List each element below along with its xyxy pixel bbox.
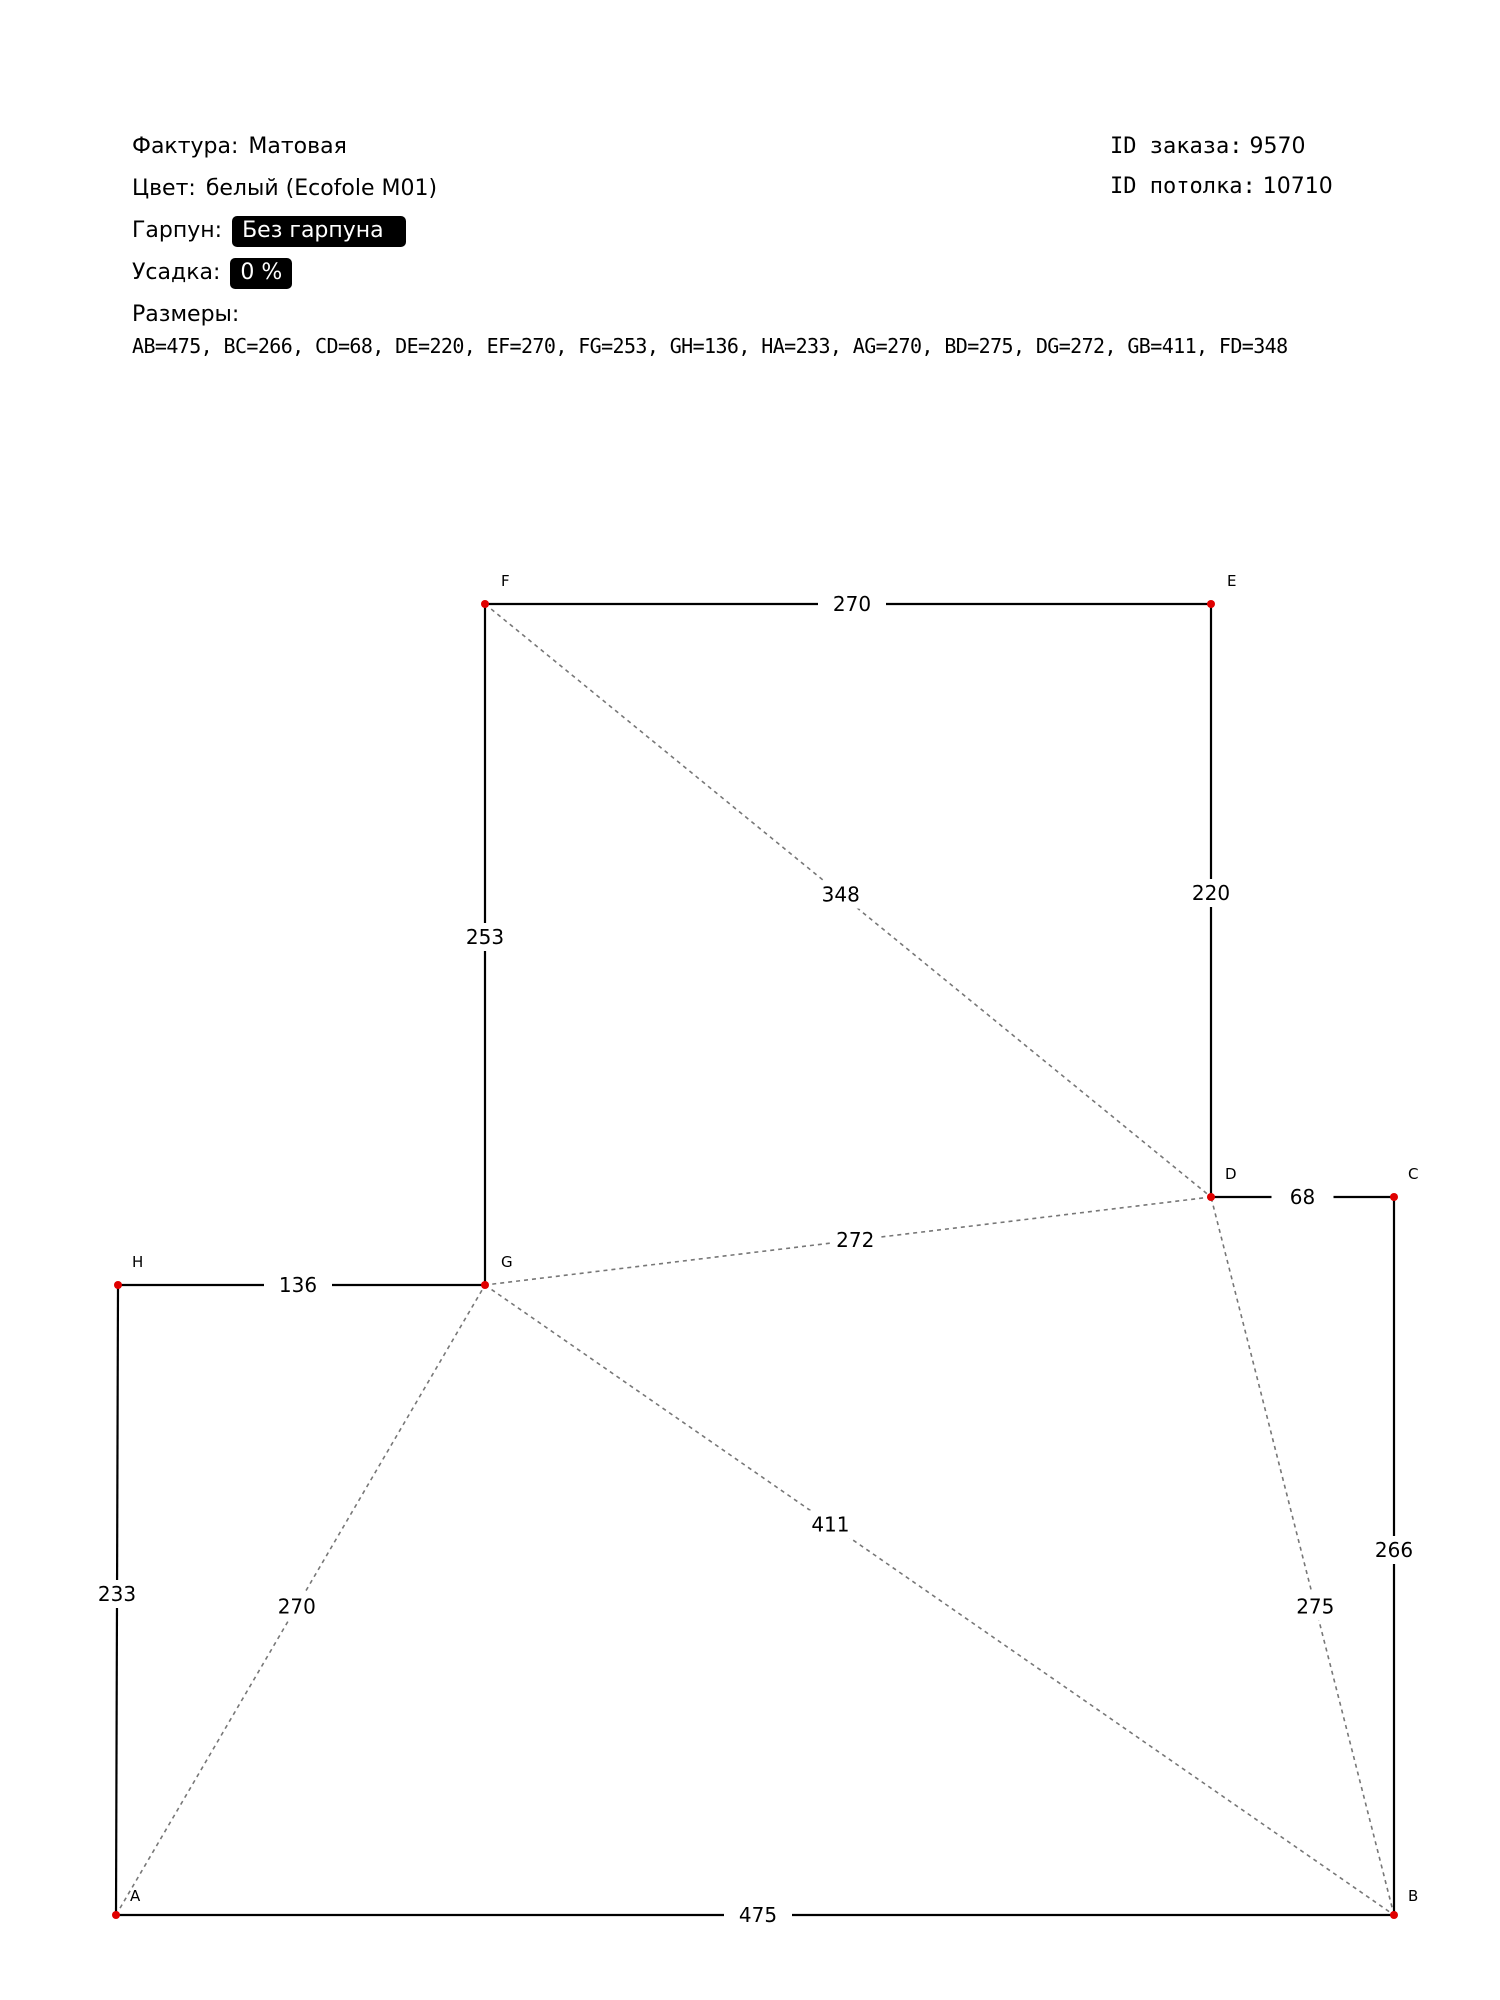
ceiling-id-label: ID потолка: (1110, 173, 1256, 199)
vertex-C (1390, 1193, 1398, 1201)
wall-length-GH: 136 (278, 1273, 318, 1297)
sizes-label: Размеры: (132, 302, 240, 327)
color-label: Цвет: (132, 176, 196, 201)
diagonal-length-GB-group (807, 1510, 853, 1538)
ceiling-id-value: 10710 (1262, 173, 1333, 199)
vertex-label-F: F (501, 572, 510, 590)
vertex-label-D: D (1225, 1165, 1237, 1183)
harpoon-label: Гарпун: (132, 218, 223, 243)
sizes-list: AB=475, BC=266, CD=68, DE=220, EF=270, FG=253, GH=136, HA=233, AG=270, BD=275, DG=272, GB=411, FD=348 (132, 334, 1288, 358)
wall-length-EF-group (818, 590, 886, 618)
vertex-label-G: G (501, 1253, 513, 1271)
wall-length-AB: 475 (738, 1903, 778, 1927)
shrink-label: Усадка: (132, 260, 221, 285)
diagonals-layer (116, 604, 1394, 1915)
texture-value: Матовая (248, 134, 347, 159)
wall-length-CD-group (1272, 1183, 1334, 1211)
diagonal-length-FD-group (818, 881, 864, 909)
vertex-B (1390, 1911, 1398, 1919)
color-value: белый (Ecofole M01) (205, 176, 438, 201)
diagonal-length-BD: 275 (1296, 1594, 1335, 1619)
wall-length-DE-group (1177, 879, 1245, 907)
wall-length-GH-group (264, 1271, 332, 1299)
diagonal-length-AG: 270 (277, 1594, 316, 1619)
order-id-label: ID заказа: (1110, 133, 1243, 159)
vertex-label-B: B (1408, 1887, 1419, 1905)
shrink-badge: 0 % (230, 258, 292, 289)
diagonal-length-GB: 411 (811, 1512, 850, 1537)
wall-length-FG: 253 (465, 925, 505, 949)
vertex-label-E: E (1227, 572, 1237, 590)
vertex-E (1207, 600, 1215, 608)
vertex-F (481, 600, 489, 608)
vertex-label-A: A (130, 1887, 141, 1905)
wall-length-BC-group (1360, 1536, 1428, 1564)
diagonal-length-DG-group (832, 1226, 878, 1254)
wall-length-DE: 220 (1191, 881, 1231, 905)
diagonal-length-AG-group (274, 1592, 320, 1620)
vertex-A (112, 1911, 120, 1919)
wall-length-EF: 270 (832, 592, 872, 616)
diagonal-length-DG: 272 (836, 1228, 875, 1253)
vertex-D (1207, 1193, 1215, 1201)
wall-length-HA-group (83, 1580, 151, 1608)
wall-length-HA: 233 (97, 1582, 137, 1606)
vertices-layer (112, 572, 1418, 1919)
walls-layer (116, 604, 1394, 1915)
diagonal-length-BD-group (1292, 1592, 1338, 1620)
texture-label: Фактура: (132, 134, 239, 159)
wall-length-CD: 68 (1289, 1185, 1316, 1209)
vertex-label-H: H (132, 1253, 144, 1271)
vertex-H (114, 1281, 122, 1289)
diagonal-length-FD: 348 (821, 882, 860, 907)
vertex-label-C: C (1408, 1165, 1419, 1183)
length-labels-layer (83, 590, 1428, 1929)
vertex-G (481, 1281, 489, 1289)
wall-length-FG-group (451, 923, 519, 951)
harpoon-badge: Без гарпуна (232, 216, 406, 247)
wall-length-BC: 266 (1374, 1538, 1414, 1562)
order-id-value: 9570 (1249, 133, 1306, 159)
wall-length-AB-group (724, 1901, 792, 1929)
